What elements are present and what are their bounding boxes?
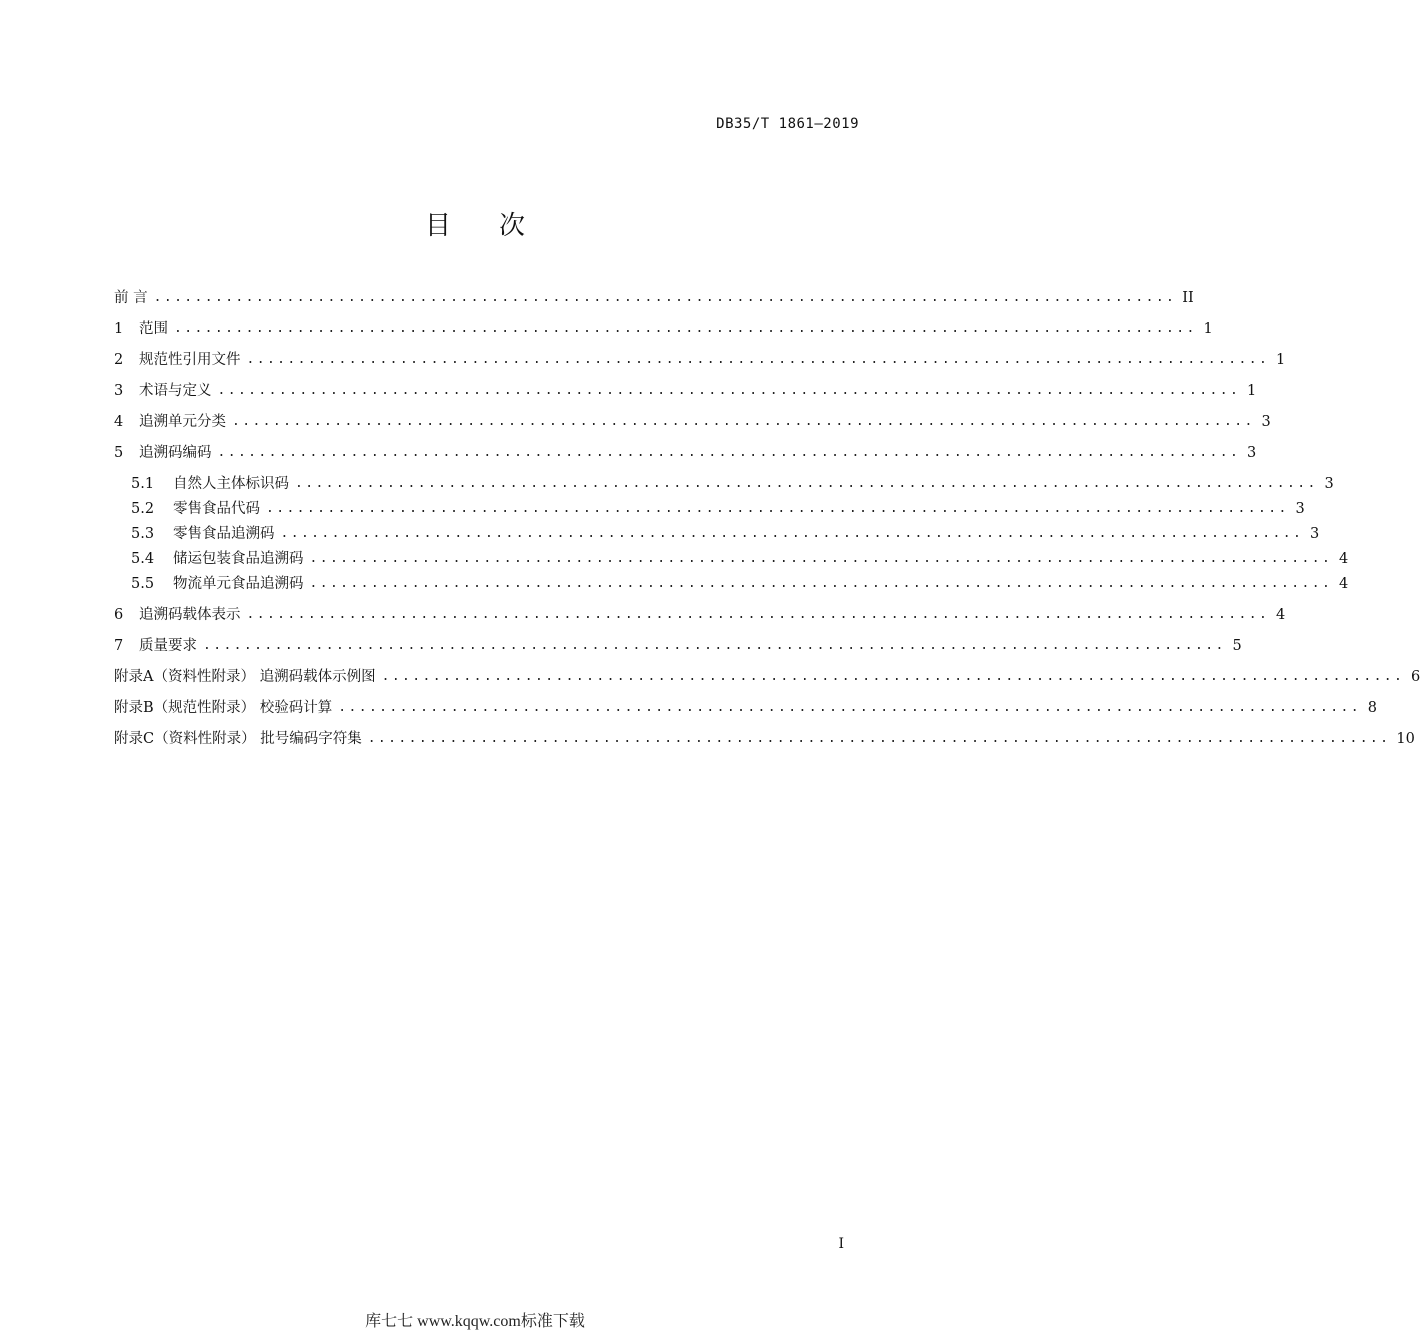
toc-leader: .................................................................................................... [381,669,1405,684]
toc-number: 2 [114,352,124,368]
toc-leader: .................................................................................................... [280,526,1304,541]
toc-entry-1[interactable] [114,319,1213,339]
toc-page: 4 [1338,576,1349,592]
toc-number: 5.2 [131,501,155,517]
toc-entry-2[interactable] [114,350,1286,370]
toc-number: 1 [114,321,124,337]
toc-label: 追溯码载体表示 [139,607,241,623]
document-number: DB35/T 1861—2019 [716,116,859,132]
toc-number: 6 [114,607,124,623]
toc-leader: .................................................................................................... [266,501,1289,516]
toc-leader: .................................................................................................... [232,414,1255,429]
toc-leader: .................................................................................................... [295,476,1318,491]
toc-page: 3 [1246,445,1257,461]
toc-leader: .................................................................................................... [367,731,1391,746]
toc-entry-annex-b[interactable] [114,698,1377,718]
toc-leader: .................................................................................................... [246,352,1270,367]
toc-label: 物流单元食品追溯码 [173,576,304,592]
toc-leader: .................................................................................................... [246,607,1270,622]
toc-label: 前 言 [114,290,148,306]
toc-entry-3[interactable] [114,381,1257,401]
toc-label: 追溯码编码 [139,445,212,461]
toc-entry-7[interactable] [114,636,1242,656]
toc-leader: .................................................................................................... [217,383,1241,398]
toc-label: 附录C（资料性附录） 批号编码字符集 [114,731,362,747]
toc-label: 附录B（规范性附录） 校验码计算 [114,700,333,716]
toc-entry-5-2[interactable] [131,499,1305,519]
toc-entry-annex-a[interactable] [114,667,1420,687]
toc-leader: .................................................................................................... [309,576,1333,591]
toc-number: 3 [114,383,124,399]
toc-label: 追溯单元分类 [139,414,226,430]
toc-entry-5[interactable] [114,443,1257,463]
toc-entry-6[interactable] [114,605,1286,625]
toc-entry-5-1[interactable] [131,474,1334,494]
toc-page: 3 [1261,414,1271,430]
toc-leader: .................................................................................................... [217,445,1241,460]
toc-entry-4[interactable] [114,412,1271,432]
toc-entry-5-5[interactable] [131,574,1349,594]
footer-watermark: 库七七 www.kqqw.com标准下载 [365,1313,585,1330]
toc-label: 零售食品代码 [173,501,260,517]
toc-page: 1 [1275,352,1286,368]
toc-page: 1 [1246,383,1257,399]
toc-entry-foreword[interactable] [114,288,1194,308]
toc-page: 6 [1411,669,1420,685]
toc-label: 质量要求 [139,638,197,654]
toc-page: 5 [1232,638,1242,654]
toc-number: 5.1 [131,476,155,492]
toc-page: 8 [1367,700,1377,716]
toc-entry-5-3[interactable] [131,524,1320,544]
toc-label: 自然人主体标识码 [173,476,289,492]
toc-leader: .................................................................................................... [309,551,1333,566]
toc-leader: .................................................................................................... [153,290,1177,305]
toc-leader: .................................................................................................... [174,321,1197,336]
page-number: I [838,1236,844,1252]
toc-leader: .................................................................................................... [338,700,1361,715]
toc-number: 7 [114,638,124,654]
toc-entry-annex-c[interactable] [114,729,1415,749]
page-title [0,205,950,242]
toc-label: 零售食品追溯码 [173,526,275,542]
toc-leader: .................................................................................................... [203,638,1226,653]
toc-entry-5-4[interactable] [131,549,1349,569]
toc-label: 附录A（资料性附录） 追溯码载体示例图 [114,669,376,685]
toc-number: 5.4 [131,551,155,567]
toc-page: 1 [1203,321,1213,337]
toc-number: 5 [114,445,124,461]
toc-label: 储运包装食品追溯码 [173,551,304,567]
toc-label: 范围 [139,321,168,337]
toc-label: 术语与定义 [139,383,212,399]
toc-number: 4 [114,414,124,430]
toc-page: II [1182,290,1194,306]
toc-number: 5.3 [131,526,155,542]
toc-label: 规范性引用文件 [139,352,241,368]
toc-page: 3 [1309,526,1320,542]
title-char-1: 目 [424,211,451,241]
toc-number: 5.5 [131,576,155,592]
title-char-2: 次 [499,211,526,241]
toc-page: 10 [1396,731,1415,747]
toc-page: 3 [1295,501,1305,517]
toc-page: 3 [1324,476,1334,492]
toc-page: 4 [1275,607,1286,623]
toc-page: 4 [1338,551,1349,567]
